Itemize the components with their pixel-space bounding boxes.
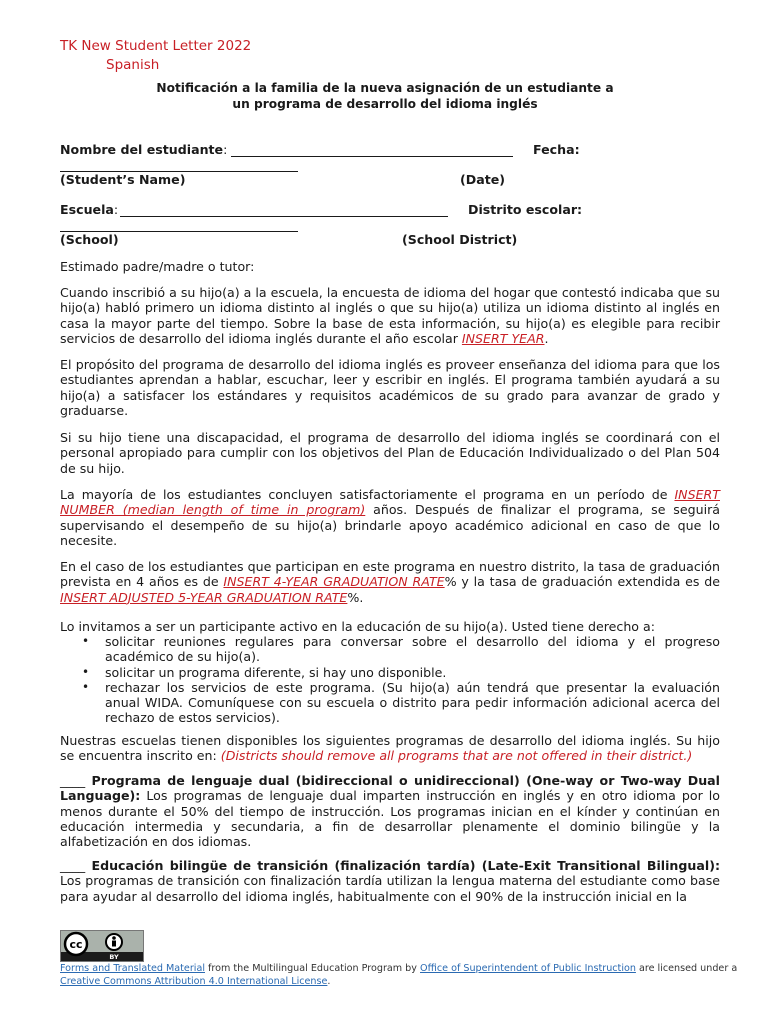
- header-language: Spanish: [106, 57, 160, 73]
- program-checkbox-blank[interactable]: ____: [60, 773, 86, 788]
- student-name-line[interactable]: [231, 156, 513, 157]
- district-label: Distrito escolar:: [468, 202, 583, 217]
- date-label: Fecha:: [533, 142, 580, 157]
- paragraph-rights-intro: Lo invitamos a ser un participante activo en la educación de su hijo(a). Usted tiene derecho a:: [60, 619, 655, 634]
- school-line[interactable]: [120, 216, 448, 217]
- list-item: • rechazar los servicios de este programa. (Su hijo(a) aún tendrá que presentar la evaluación anual WIDA. Comuníquese con su escuela o distrito para pedir información adicional acerca del rechazo de estos servicios).: [82, 679, 720, 726]
- ospi-link[interactable]: Office of Superintendent of Public Instruction: [420, 963, 636, 974]
- program-checkbox-blank[interactable]: ____: [60, 858, 86, 873]
- license-footer: Forms and Translated Material from the Multilingual Education Program by Office of Superintendent of Public Instruction are licensed under a Creative Commons Attribution 4.0 International License.: [60, 963, 738, 987]
- districts-note: (Districts should remove all programs that are not offered in their district.): [220, 748, 693, 764]
- cc-by-license-logo: [60, 930, 144, 962]
- insert-year-placeholder: INSERT YEAR: [461, 330, 545, 346]
- svg-text:cc: cc: [69, 938, 83, 951]
- paragraph-graduation: En el caso de los estudiantes que participan en este programa en nuestro distrito, la tasa de graduación prevista en 4 años es de INSERT 4-YEAR GRADUATION RATE% y la tasa de graduación extendida es de INSERT ADJUSTED 5-YEAR GRADUATION RATE%.: [60, 559, 720, 605]
- program-transitional-bilingual: ____ Educación bilingüe de transición (finalización tardía) (Late-Exit Transitional Bilingual): Los programas de transición con finalización tardía utilizan la lengua materna del estudiante como base para ayudar al desarrollo del idioma inglés, habitualmente con el 90% de la instrucción inicial en la: [60, 858, 720, 904]
- school-en: (School): [60, 232, 119, 247]
- cc-license-link[interactable]: Creative Commons Attribution 4.0 International License: [60, 976, 328, 987]
- cc-badge-graphic: [61, 931, 143, 961]
- insert-4yr-rate-placeholder: INSERT 4-YEAR GRADUATION RATE: [223, 574, 445, 590]
- paragraph-purpose: El propósito del programa de desarrollo del idioma inglés es proveer enseñanza del idioma para que los estudiantes aprendan a hablar, escuchar, leer y escribir en inglés. El programa también ayudará a su hijo(a) a satisfacer los estándares y requisitos académicos de su grado para avanzar de grado y graduarse.: [60, 357, 720, 418]
- list-item: • solicitar reuniones regulares para conversar sobre el desarrollo del idioma y el progreso académico de su hijo(a).: [82, 634, 720, 665]
- insert-5yr-rate-placeholder: INSERT ADJUSTED 5-YEAR GRADUATION RATE: [60, 589, 348, 605]
- svg-text:BY: BY: [109, 953, 119, 961]
- date-en: (Date): [460, 172, 506, 187]
- insert-number-placeholder: INSERT NUMBER (median length of time in program): [60, 487, 720, 518]
- paragraph-eligibility: Cuando inscribió a su hijo(a) a la escuela, la encuesta de idioma del hogar que contestó indicaba que su hijo(a) habló primero un idioma distinto al inglés o que su hijo(a) utiliza un idioma distinto al inglés en casa la mayor parte del tiempo. Sobre la base de esta información, su hijo(a) es elegible para recibir servicios de desarrollo del idioma inglés durante el año escolar INSERT YEAR.: [60, 285, 720, 346]
- school-label: Escuela:: [60, 202, 119, 217]
- paragraph-duration: La mayoría de los estudiantes concluyen satisfactoriamente el programa en un período de INSERT NUMBER (median length of time in program) años. Después de finalizar el programa, se seguirá supervisando el desempeño de su hijo(a) brindarle apoyo académico adicional en caso de que lo necesite.: [60, 487, 720, 548]
- forms-link[interactable]: Forms and Translated Material: [60, 963, 205, 974]
- rights-list: [60, 634, 720, 726]
- paragraph-programs-intro: Nuestras escuelas tienen disponibles los siguientes programas de desarrollo del idioma inglés. Su hijo se encuentra inscrito en: (Districts should remove all programs that are not offered in their district.): [60, 733, 720, 764]
- greeting: Estimado padre/madre o tutor:: [60, 259, 255, 274]
- student-name-en: (Student’s Name): [60, 172, 186, 187]
- list-item: • solicitar un programa diferente, si hay uno disponible.: [82, 664, 447, 680]
- district-en: (School District): [402, 232, 518, 247]
- paragraph-disability: Si su hijo tiene una discapacidad, el programa de desarrollo del idioma inglés se coordinará con el personal apropiado para cumplir con los objetivos del Plan de Educación Individualizado o del Plan 504 de su hijo.: [60, 430, 720, 476]
- program-dual-language: ____ Programa de lenguaje dual (bidireccional o unidireccional) (One-way or Two-way Dual Language): Los programas de lenguaje dual imparten instrucción en inglés y en otro idioma por lo menos durante el 50% del tiempo de instrucción. Los programas inician en el kínder y continúan en educación intermedia y secundaria, a fin de desarrollar plenamente el dominio bilingüe y la alfabetización en dos idiomas.: [60, 773, 720, 850]
- header-title: TK New Student Letter 2022: [60, 38, 252, 54]
- student-name-label: Nombre del estudiante:: [60, 142, 228, 157]
- document-title: Notificación a la familia de la nueva asignación de un estudiante a un programa de desarrollo del idioma inglés: [156, 81, 614, 111]
